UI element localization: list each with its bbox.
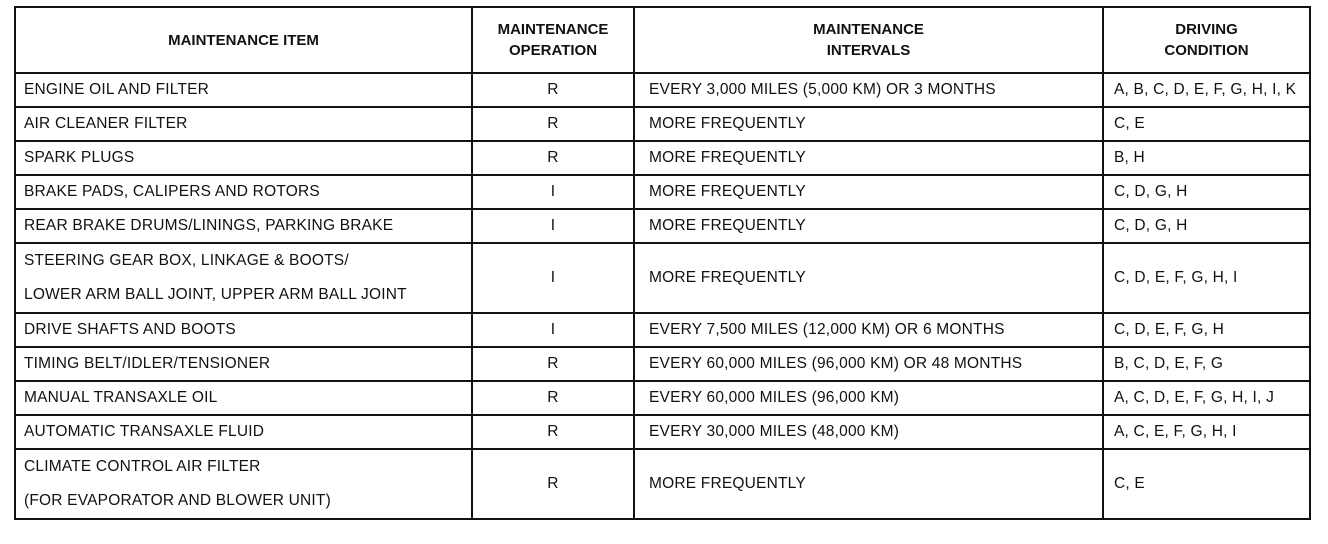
item-text: CLIMATE CONTROL AIR FILTER xyxy=(24,458,261,475)
operation-cell: R xyxy=(472,381,634,415)
item-text: TIMING BELT/IDLER/TENSIONER xyxy=(24,355,271,372)
header-line: INTERVALS xyxy=(826,42,911,59)
header-driving-condition xyxy=(1103,7,1310,73)
condition-cell: B, H xyxy=(1103,141,1310,175)
header-line: DRIVING xyxy=(1175,21,1238,38)
operation-cell: R xyxy=(472,415,634,449)
header-row xyxy=(15,7,1310,73)
condition-cell: C, D, E, F, G, H xyxy=(1103,313,1310,347)
maintenance-item-cell xyxy=(15,449,472,519)
interval-cell: MORE FREQUENTLY xyxy=(634,209,1103,243)
header-line: OPERATION xyxy=(508,42,598,59)
operation-cell: I xyxy=(472,313,634,347)
table-row xyxy=(15,313,1310,347)
maintenance-item-cell xyxy=(15,243,472,313)
condition-cell: A, C, D, E, F, G, H, I, J xyxy=(1103,381,1310,415)
condition-cell: B, C, D, E, F, G xyxy=(1103,347,1310,381)
operation-cell: R xyxy=(472,347,634,381)
maintenance-item-cell xyxy=(15,313,472,347)
maintenance-item-cell xyxy=(15,73,472,107)
table-row xyxy=(15,175,1310,209)
interval-cell: EVERY 7,500 MILES (12,000 KM) OR 6 MONTHS xyxy=(634,313,1103,347)
interval-cell: MORE FREQUENTLY xyxy=(634,243,1103,313)
item-text: (FOR EVAPORATOR AND BLOWER UNIT) xyxy=(24,492,331,509)
item-text: MANUAL TRANSAXLE OIL xyxy=(24,389,218,406)
condition-cell: C, E xyxy=(1103,449,1310,519)
header-maintenance-operation xyxy=(472,7,634,73)
condition-cell: C, D, G, H xyxy=(1103,209,1310,243)
table-row xyxy=(15,347,1310,381)
item-text: DRIVE SHAFTS AND BOOTS xyxy=(24,321,236,338)
item-text: SPARK PLUGS xyxy=(24,149,135,166)
table-row xyxy=(15,209,1310,243)
interval-cell: EVERY 60,000 MILES (96,000 KM) xyxy=(634,381,1103,415)
maintenance-item-cell xyxy=(15,175,472,209)
interval-cell: MORE FREQUENTLY xyxy=(634,107,1103,141)
operation-cell: R xyxy=(472,107,634,141)
header-line: MAINTENANCE xyxy=(813,21,924,38)
item-text: ENGINE OIL AND FILTER xyxy=(24,81,210,98)
maintenance-item-cell xyxy=(15,141,472,175)
condition-cell: C, E xyxy=(1103,107,1310,141)
header-line: MAINTENANCE xyxy=(497,21,609,38)
operation-cell: I xyxy=(472,243,634,313)
table-row xyxy=(15,449,1310,519)
maintenance-item-cell xyxy=(15,381,472,415)
interval-cell: EVERY 3,000 MILES (5,000 KM) OR 3 MONTHS xyxy=(634,73,1103,107)
table-row xyxy=(15,107,1310,141)
maintenance-item-cell xyxy=(15,209,472,243)
table-row xyxy=(15,243,1310,313)
header-maintenance-item xyxy=(15,7,472,73)
condition-cell: A, B, C, D, E, F, G, H, I, K xyxy=(1103,73,1310,107)
interval-cell: MORE FREQUENTLY xyxy=(634,175,1103,209)
interval-cell: MORE FREQUENTLY xyxy=(634,449,1103,519)
operation-cell: R xyxy=(472,141,634,175)
item-text: BRAKE PADS, CALIPERS AND ROTORS xyxy=(24,183,320,200)
condition-cell: C, D, G, H xyxy=(1103,175,1310,209)
operation-cell: I xyxy=(472,209,634,243)
maintenance-table xyxy=(14,6,1311,520)
condition-cell: A, C, E, F, G, H, I xyxy=(1103,415,1310,449)
maintenance-item-cell xyxy=(15,415,472,449)
header-maintenance-intervals xyxy=(634,7,1103,73)
maintenance-item-cell xyxy=(15,347,472,381)
item-text: AUTOMATIC TRANSAXLE FLUID xyxy=(24,423,265,440)
condition-cell: C, D, E, F, G, H, I xyxy=(1103,243,1310,313)
item-text: AIR CLEANER FILTER xyxy=(24,115,188,132)
table-row xyxy=(15,381,1310,415)
item-text: REAR BRAKE DRUMS/LININGS, PARKING BRAKE xyxy=(24,217,394,234)
item-text: LOWER ARM BALL JOINT, UPPER ARM BALL JOINT xyxy=(24,286,407,303)
maintenance-item-cell xyxy=(15,107,472,141)
header-line: CONDITION xyxy=(1164,42,1249,59)
table-row xyxy=(15,73,1310,107)
interval-cell: MORE FREQUENTLY xyxy=(634,141,1103,175)
operation-cell: R xyxy=(472,73,634,107)
operation-cell: I xyxy=(472,175,634,209)
interval-cell: EVERY 60,000 MILES (96,000 KM) OR 48 MONTHS xyxy=(634,347,1103,381)
operation-cell: R xyxy=(472,449,634,519)
header-line: MAINTENANCE ITEM xyxy=(168,31,319,49)
table-row xyxy=(15,415,1310,449)
interval-cell: EVERY 30,000 MILES (48,000 KM) xyxy=(634,415,1103,449)
item-text: STEERING GEAR BOX, LINKAGE & BOOTS/ xyxy=(24,252,349,269)
table-row xyxy=(15,141,1310,175)
